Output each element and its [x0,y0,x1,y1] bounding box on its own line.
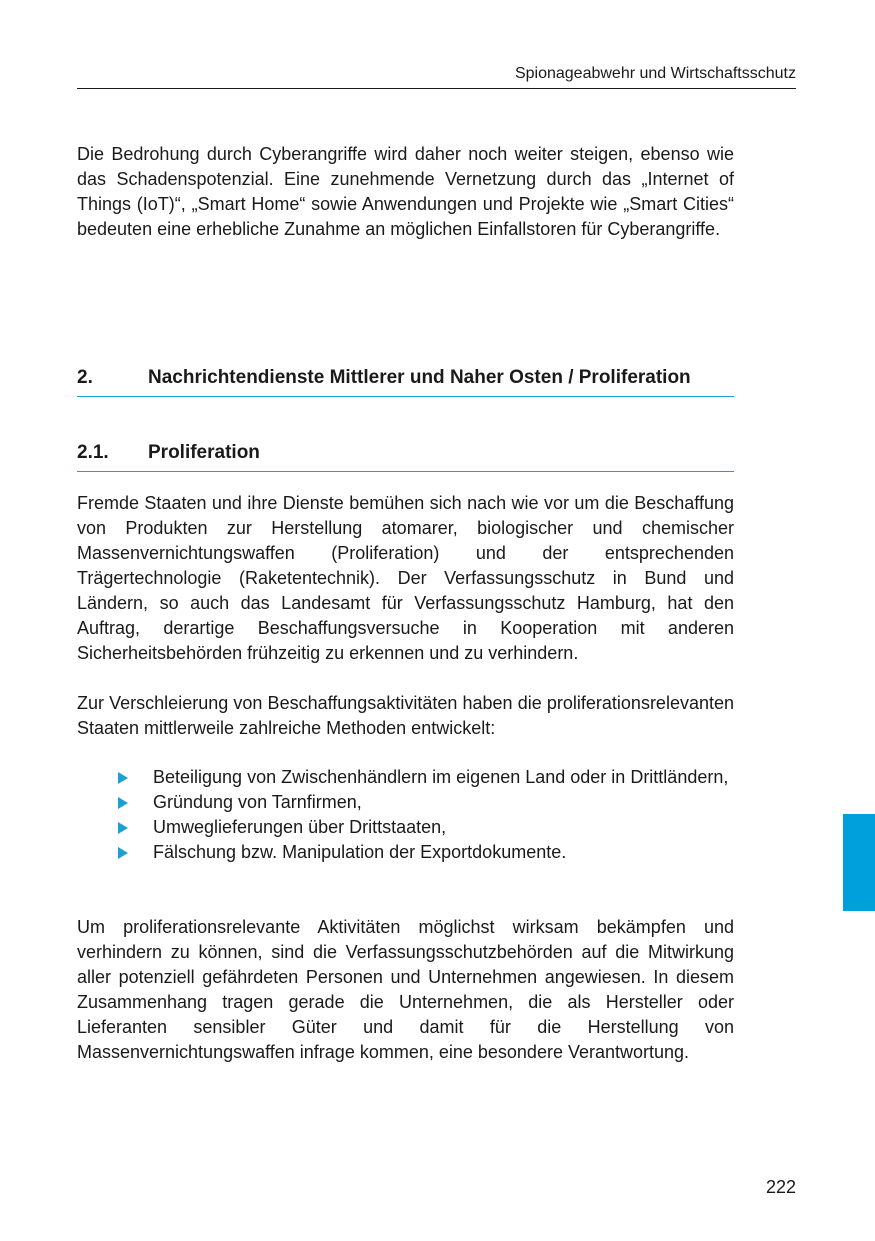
header-rule [77,88,796,89]
subsection-title: Proliferation [148,442,260,463]
list-item: Gründung von Tarnfirmen, [77,790,734,815]
section-heading [77,366,734,397]
page-number: 222 [765,1177,796,1197]
triangle-bullet-icon [118,797,128,809]
section-number: 2. [77,367,93,388]
intro-paragraph: Die Bedrohung durch Cyberangriffe wird daher noch weiter steigen, ebenso wie das Schadenspotenzial. Eine zunehmende Vernetzung durch das „Internet of Things (IoT)“, „Smart Home“ sowie Anwendungen und Projekte wie „Smart Cities“ bedeuten eine erhebliche Zunahme an möglichen Einfallstoren für Cyberangriffe. [77,144,734,239]
chapter-side-tab [843,814,875,911]
method-list [77,765,734,865]
triangle-bullet-icon [118,772,128,784]
triangle-bullet-icon [118,847,128,859]
body-paragraph-1: Fremde Staaten und ihre Dienste bemühen sich nach wie vor um die Beschaffung von Produkten zur Herstellung atomarer, biologischer und chemischer Massenvernichtungswaffen (Proliferation) und der entsprechenden Trägertechnologie (Raketentechnik). Der Verfassungsschutz in Bund und Ländern, so auch das Landesamt für Verfassungsschutz Hamburg, hat den Auftrag, derartige Beschaffungsversuche in Kooperation mit anderen Sicherheitsbehörden frühzeitig zu erkennen und zu verhindern. [77,493,734,663]
triangle-bullet-icon [118,822,128,834]
running-header-title: Spionageabwehr und Wirtschaftsschutz [514,65,796,82]
subsection-heading [77,441,734,472]
list-item: Beteiligung von Zwischenhändlern im eigenen Land oder in Drittländern, [77,765,734,790]
list-item: Umweglieferungen über Drittstaaten, [77,815,734,840]
subsection-number: 2.1. [77,442,109,463]
section-title: Nachrichtendienste Mittlerer und Naher Osten / Proliferation [148,367,691,388]
list-item: Fälschung bzw. Manipulation der Exportdokumente. [77,840,734,865]
body-paragraph-2: Zur Verschleierung von Beschaffungsaktivitäten haben die proliferationsrelevanten Staaten mittlerweile zahlreiche Methoden entwickelt: [77,693,734,738]
body-paragraph-3: Um proliferationsrelevante Aktivitäten möglichst wirksam bekämpfen und verhindern zu können, sind die Verfassungsschutzbehörden auf die Mitwirkung aller potenziell gefährdeten Personen und Unternehmen angewiesen. In diesem Zusammenhang tragen gerade die Unternehmen, die als Hersteller oder Lieferanten sensibler Güter und damit für die Herstellung von Massenvernichtungswaffen infrage kommen, eine besondere Verantwortung. [77,917,734,1062]
